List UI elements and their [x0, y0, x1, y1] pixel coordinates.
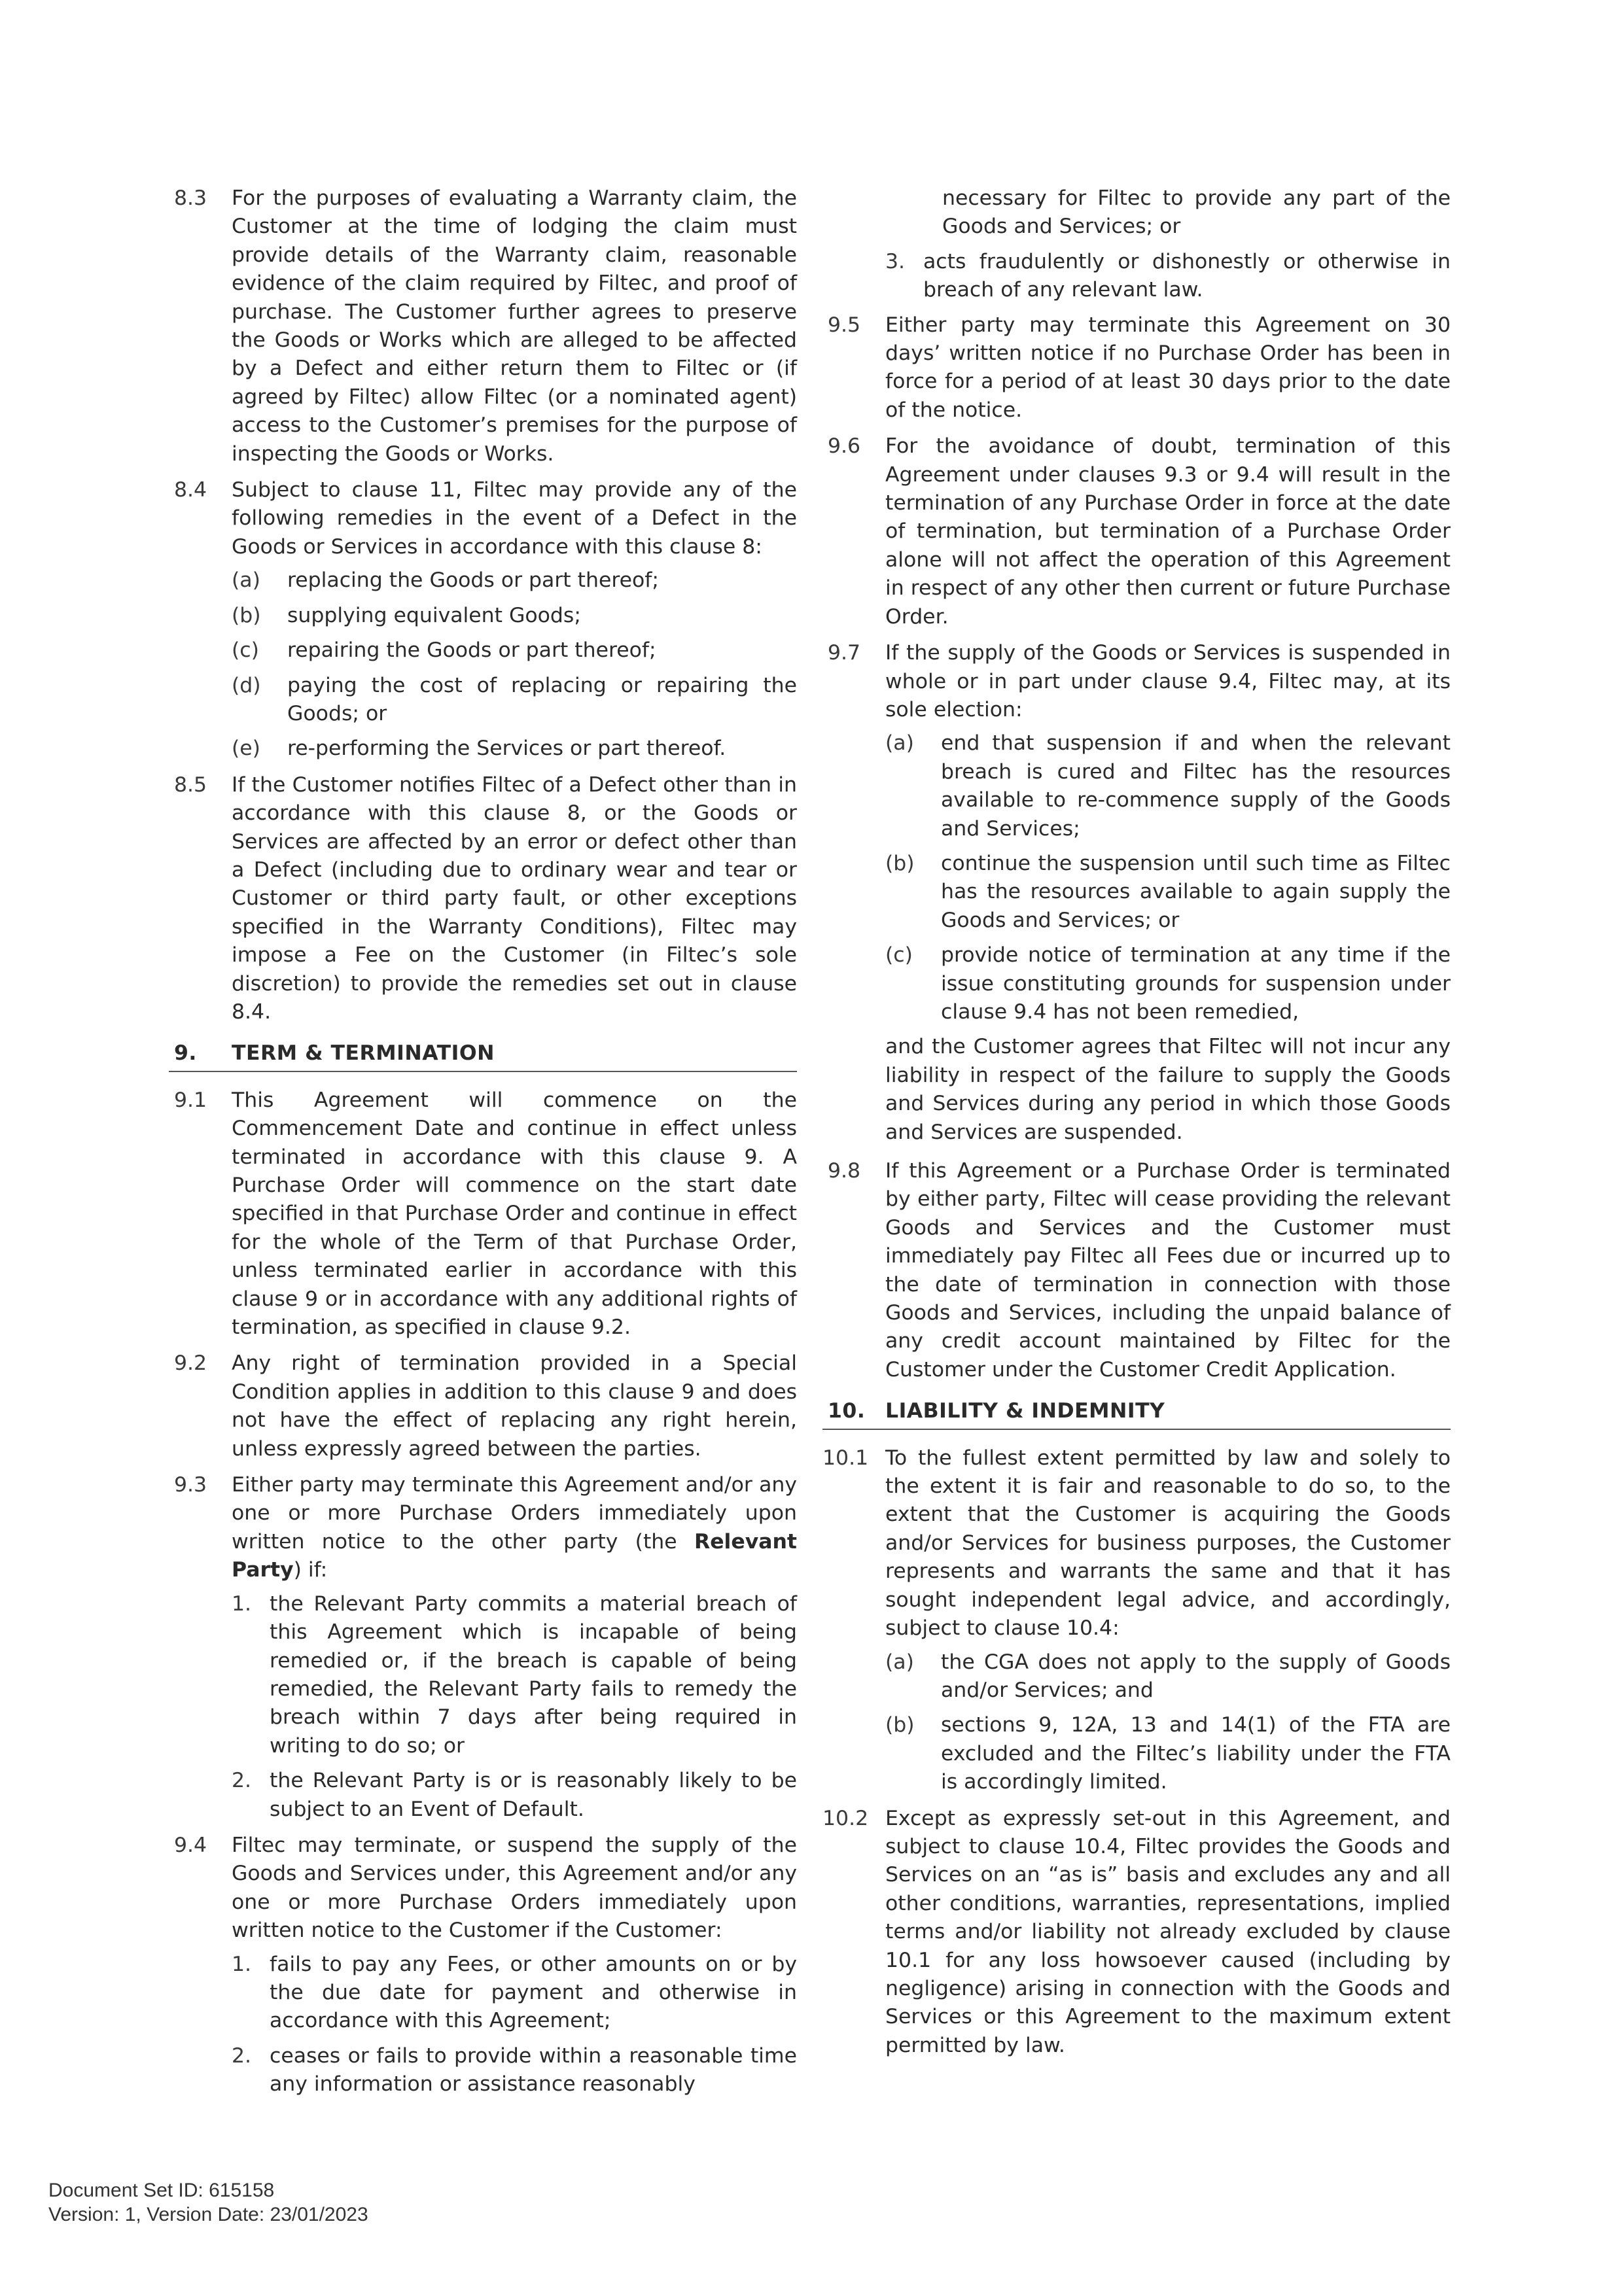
- list-item: (e) re-performing the Services or part thereof.: [232, 737, 726, 761]
- clause-number: 9.4: [174, 1833, 207, 1857]
- list-item: (b) continue the suspension until such time as Filtec has the resources available to again supply the Goods and Services; or: [885, 851, 1451, 932]
- list-item: 3. acts fraudulently or dishonestly or otherwise in breach of any relevant law.: [885, 249, 1451, 302]
- clause-8-3: [169, 184, 797, 468]
- clause-number: 8.4: [174, 478, 207, 502]
- clause-text: If this Agreement or a Purchase Order is terminated by either party, Filtec will cease providing the relevant Goods and Services and the Customer must immediately pay Filtec all Fees due or incurred up to the date of termination in connection with those Goods and Services, including the unpaid balance of any credit account maintained by Filtec for the Customer under the Customer Credit Application.: [885, 1159, 1451, 1382]
- clause-9-7: [822, 639, 1451, 1147]
- clause-text: Except as expressly set-out in this Agreement, and subject to clause 10.4, Filtec provides the Goods and Services on an “as is” basis and excludes any and all other conditions, warranties, representations, implied terms and/or liability not already excluded by clause 10.1 for any loss howsoever caused (including by negligence) arising in connection with the Goods and Services or this Agreement to the maximum extent permitted by law.: [885, 1806, 1451, 2057]
- clause-text: For the avoidance of doubt, termination of this Agreement under clauses 9.3 or 9.4 will result in the termination of any Purchase Order in force at the date of termination, but termination of a Purchase Order alone will not affect the operation of this Agreement in respect of any other then current or future Purchase Order.: [885, 434, 1451, 629]
- clause-8-4: [169, 476, 797, 763]
- clause-text: Any right of termination provided in a Special Condition applies in addition to this clause 9 and does not have the effect of replacing any right herein, unless expressly agreed between the parties.: [232, 1351, 797, 1461]
- clause-text: This Agreement will commence on the Commencement Date and continue in effect unless terminated in accordance with this clause 9. A Purchase Order will commence on the start date specified in that Purchase Order and continue in effect for the whole of the Term of that Purchase Order, unless terminated earlier in accordance with this clause 9 or in accordance with any additional rights of termination, as specified in clause 9.2.: [232, 1088, 797, 1340]
- clause-text: For the purposes of evaluating a Warranty claim, the Customer at the time of lodging the claim must provide details of the Warranty claim, reasonable evidence of the claim required by Filtec, and proof of purchase. The Customer further agrees to preserve the Goods or Works which are alleged to be affected by a Defect and either return them to Filtec or (if agreed by Filtec) allow Filtec (or a nominated agent) access to the Customer’s premises for the purpose of inspecting the Goods or Works.: [232, 186, 797, 466]
- list-item: (d) paying the cost of replacing or repairing the Goods; or: [232, 673, 797, 725]
- section-heading-10: 10. LIABILITY & INDEMNITY: [822, 1392, 1451, 1429]
- clause-9-3: [169, 1471, 797, 1824]
- clause-9-5: [822, 311, 1451, 425]
- clause-number: 9.6: [828, 434, 861, 459]
- list-item: (c) provide notice of termination at any time if the issue constituting grounds for suspension under clause 9.4 has not been remedied,: [885, 943, 1451, 1024]
- list-item: (a) the CGA does not apply to the supply of Goods and/or Services; and: [885, 1650, 1451, 1702]
- clause-number: 9.2: [174, 1351, 207, 1376]
- clause-number: 10.2: [822, 1806, 869, 1830]
- list-item: (b) sections 9, 12A, 13 and 14(1) of the FTA are excluded and the Filtec’s liability under the FTA is accordingly limited.: [885, 1713, 1451, 1794]
- clause-number: 9.7: [828, 641, 861, 665]
- clause-number: 9.3: [174, 1473, 207, 1497]
- clause-9-1: [169, 1087, 797, 1342]
- clause-9-8: [822, 1157, 1451, 1384]
- version-info: Version: 1, Version Date: 23/01/2023: [48, 2204, 368, 2225]
- clause-text: Filtec may terminate, or suspend the supply of the Goods and Services under, this Agreement and/or any one or more Purchase Orders immediately upon written notice to the Customer if the Customer:: [232, 1833, 797, 1943]
- clause-number: 8.5: [174, 773, 207, 797]
- clause-text: Either party may terminate this Agreement and/or any one or more Purchase Orders immediately upon written notice to the other party (the Relevant Party) if:: [232, 1473, 797, 1582]
- list-item: (a) end that suspension if and when the relevant breach is cured and Filtec has the resources available to re-commence supply of the Goods and Services;: [885, 731, 1451, 841]
- clause-9-4: [169, 1832, 797, 2099]
- clause-number: 9.5: [828, 313, 861, 337]
- section-heading-9: 9. TERM & TERMINATION: [169, 1034, 797, 1071]
- clause-9-2: [169, 1349, 797, 1463]
- clause-number: 9.1: [174, 1088, 207, 1112]
- clause-9-6: [822, 432, 1451, 631]
- right-column: [822, 184, 1451, 2068]
- document-set-id: Document Set ID: 615158: [48, 2180, 275, 2201]
- clause-10-2: [822, 1805, 1451, 2061]
- list-item: 1. fails to pay any Fees, or other amounts on or by the due date for payment and otherwise in accordance with this Agreement;: [232, 1952, 797, 2033]
- clause-8-5: [169, 771, 797, 1027]
- clause-text: If the Customer notifies Filtec of a Defect other than in accordance with this clause 8, or the Goods or Services are affected by an error or defect other than a Defect (including due to ordinary wear and tear or Customer or third party fault, or other exceptions specified in the Warranty Conditions), Filtec may impose a Fee on the Customer (in Filtec’s sole discretion) to provide the remedies set out in clause 8.4.: [232, 773, 797, 1024]
- clause-10-1: [822, 1444, 1451, 1797]
- list-item: 1. the Relevant Party commits a material breach of this Agreement which is incapable of being remedied or, if the breach is capable of being remedied, the Relevant Party fails to remedy the breach within 7 days after being required in writing to do so; or: [232, 1592, 797, 1758]
- list-item: 2. the Relevant Party is or is reasonably likely to be subject to an Event of Default.: [232, 1769, 797, 1821]
- clause-text: To the fullest extent permitted by law and solely to the extent it is fair and reasonable to do so, to the extent that the Customer is acquiring the Goods and/or Services for business purposes, the Customer represents and warrants the same and that it has sought independent legal advice, and accordingly, subject to clause 10.4:: [885, 1446, 1451, 1641]
- document-footer: [48, 2178, 368, 2227]
- clause-tail: and the Customer agrees that Filtec will not incur any liability in respect of the failure to supply the Goods and Services during any period in which those Goods and Services are suspended.: [885, 1035, 1451, 1144]
- clause-number: 8.3: [174, 186, 207, 210]
- left-column: [169, 184, 797, 2107]
- list-item: 2. ceases or fails to provide within a reasonable time any information or assistance reasonably: [232, 2044, 797, 2096]
- list-item: (a) replacing the Goods or part thereof;: [232, 568, 659, 593]
- clause-text: If the supply of the Goods or Services is suspended in whole or in part under clause 9.4, Filtec may, at its sole election:: [885, 641, 1451, 722]
- list-item: (c) repairing the Goods or part thereof;: [232, 638, 656, 663]
- list-item-continuation: necessary for Filtec to provide any part of the Goods and Services; or: [942, 186, 1451, 239]
- clause-number: 10.1: [822, 1446, 869, 1470]
- defined-term: Relevant Party: [232, 1529, 797, 1582]
- list-item: (b) supplying equivalent Goods;: [232, 603, 581, 627]
- clause-number: 9.8: [828, 1159, 861, 1183]
- clause-text: Either party may terminate this Agreement on 30 days’ written notice if no Purchase Order has been in force for a period of at least 30 days prior to the date of the notice.: [885, 313, 1451, 422]
- clause-text: Subject to clause 11, Filtec may provide any of the following remedies in the event of a Defect in the Goods or Services in accordance with this clause 8:: [232, 478, 797, 559]
